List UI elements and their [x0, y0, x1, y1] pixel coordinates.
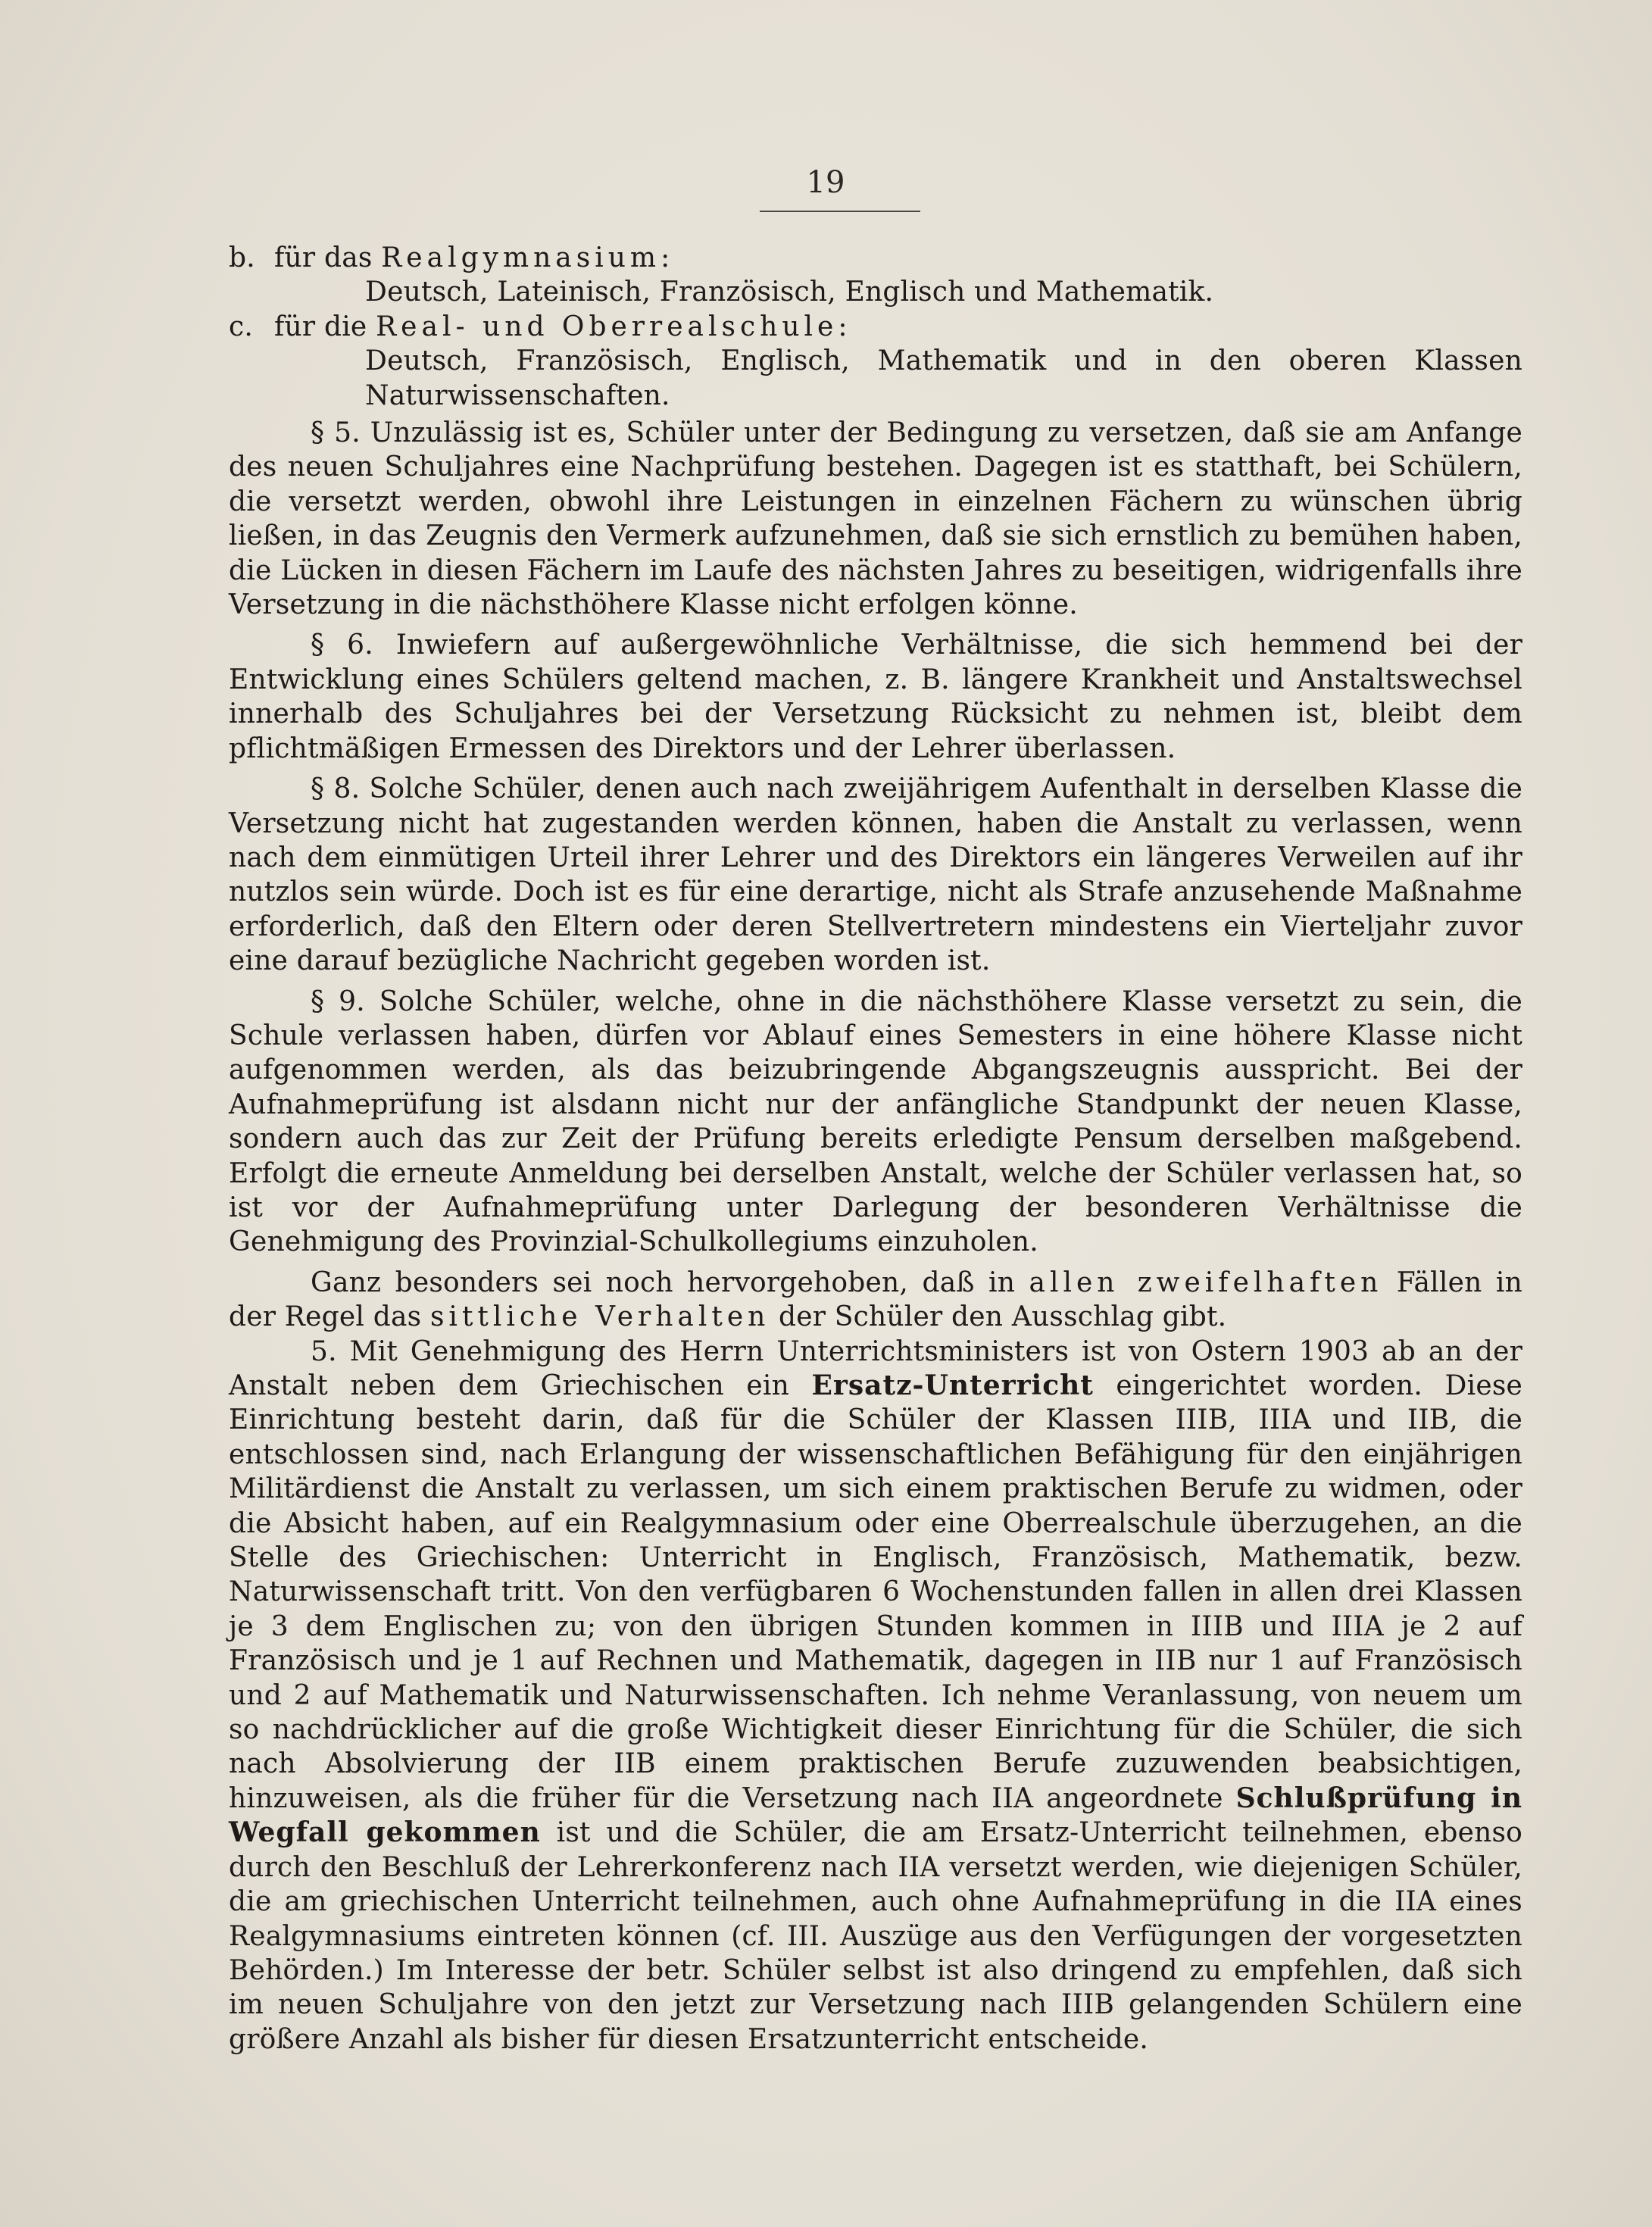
emphasis-text-pre: Ganz besonders sei noch hervorgehoben, daß in	[311, 1267, 1029, 1298]
spacer	[229, 766, 1522, 772]
list-label-b-spaced: Realgymnasium:	[381, 242, 675, 273]
list-marker-b: b.	[229, 242, 255, 273]
page-number: 19	[806, 165, 845, 200]
item-5-text-a: 5. Mit Genehmigung des Herrn Unterrichtsministers ist von Ostern 1903 ab an der Anstalt neben dem Griechischen ein	[229, 1335, 1522, 1401]
paragraph-section-5: § 5. Unzulässig ist es, Schüler unter der Bedingung zu versetzen, daß sie am Anfange des neuen Schuljahres eine Nachprüfung bestehen. Dagegen ist es statthaft, bei Schülern, die versetzt werden, obwohl ihre Leistungen in einzelnen Fächern zu wünschen übrig ließen, in das Zeugnis den Vermerk aufzunehmen, daß sie sich ernstlich zu bemühen haben, die Lücken in diesen Fächern im Laufe des nächsten Jahres zu beseitigen, widrigenfalls ihre Versetzung in die nächsthöhere Klasse nicht erfolgen könne.	[229, 417, 1522, 621]
list-label-b	[274, 241, 1522, 275]
paragraph-section-6: § 6. Inwiefern auf außergewöhnliche Verhältnisse, die sich hemmend bei der Entwicklung eines Schülers geltend machen, z. B. längere Krankheit und Anstaltswechsel innerhalb des Schuljahres bei der Versetzung Rücksicht zu nehmen ist, bleibt dem pflichtmäßigen Ermessen des Direktors und der Lehrer überlassen.	[229, 629, 1522, 764]
list-label-c-prefix: für die	[274, 311, 376, 342]
item-5-text-b: eingerichtet worden. Diese Einrichtung besteht darin, daß für die Schüler der Klassen IIIB, IIIA und IIB, die entschlossen sind, nach Erlangung der wissenschaftlichen Befähigung für den einjährigen Militärdienst die Anstalt zu verlassen, um sich einem praktischen Berufe zu widmen, oder die Absicht haben, auf ein Realgymnasium oder eine Oberrealschule überzugehen, an die Stelle des Griechischen: Unterricht in Englisch, Französisch, Mathematik, bezw. Naturwissenschaft tritt. Von den verfügbaren 6 Wochenstunden fallen in allen drei Klassen je 3 dem Englischen zu; von den übrigen Stunden kommen in IIIB und IIIA je 2 auf Französisch und je 1 auf Rechnen und Mathematik, dagegen in IIB nur 1 auf Französisch und 2 auf Mathematik und Naturwissenschaften. Ich nehme Veranlassung, von neuem um so nachdrücklicher auf die große Wichtigkeit dieser Einrichtung für die Schüler, die sich nach Absolvierung der IIB einem praktischen Berufe zuzuwenden beabsichtigen, hinzuweisen, als die früher für die Versetzung nach IIA angeordnete	[229, 1370, 1522, 1814]
paragraph-item-5	[229, 1335, 1522, 2057]
list-label-c	[274, 310, 1522, 344]
item-5-bold-ersatz: Ersatz-Unterricht	[811, 1370, 1094, 1401]
spacer	[229, 979, 1522, 985]
list-item-b	[229, 241, 1522, 275]
page-body	[229, 241, 1522, 2057]
subjects-oberrealschule: Deutsch, Französisch, Englisch, Mathematik und in den oberen Klassen Naturwissenschaften.	[365, 345, 1522, 411]
emphasis-text-post: der Schüler den Ausschlag gibt.	[770, 1301, 1227, 1333]
list-item-c	[229, 310, 1522, 344]
paragraph-section-9: § 9. Solche Schüler, welche, ohne in die nächsthöhere Klasse versetzt zu sein, die Schule verlassen haben, dürfen vor Ablauf eines Semesters in eine höhere Klasse nicht aufgenommen werden, als das beizubringende Abgangszeugnis ausspricht. Bei der Aufnahmeprüfung ist alsdann nicht nur der anfängliche Standpunkt der neuen Klasse, sondern auch das zur Zeit der Prüfung bereits erledigte Pensum derselben maßgebend. Erfolgt die erneute Anmeldung bei derselben Anstalt, welche der Schüler verlassen hat, so ist vor der Aufnahmeprüfung unter Darlegung der besonderen Verhältnisse die Genehmigung des Provinzial-Schulkollegiums einzuholen.	[229, 985, 1522, 1258]
subjects-realgymnasium: Deutsch, Lateinisch, Französisch, Englisch und Mathematik.	[365, 276, 1214, 308]
emphasis-spaced-2: sittliche Verhalten	[429, 1301, 770, 1333]
emphasis-text-mid: Fällen in der Regel das	[229, 1267, 1522, 1333]
list-label-b-prefix: für das	[274, 242, 382, 273]
list-marker-c: c.	[229, 311, 254, 342]
emphasis-spaced-1: allen zweifelhaften	[1029, 1267, 1383, 1298]
paragraph-emphasis	[229, 1266, 1522, 1335]
header-divider	[760, 211, 920, 212]
paragraph-section-8: § 8. Solche Schüler, denen auch nach zweijährigem Aufenthalt in derselben Klasse die Versetzung nicht hat zugestanden werden können, haben die Anstalt zu verlassen, wenn nach dem einmütigen Urteil ihrer Lehrer und des Direktors ein längeres Verweilen auf ihr nutzlos sein würde. Doch ist es für eine derartige, nicht als Strafe anzusehende Maßnahme erforderlich, daß den Eltern oder deren Stellvertretern mindestens ein Vierteljahr zuvor eine darauf bezügliche Nachricht gegeben worden ist.	[229, 773, 1522, 977]
spacer	[229, 622, 1522, 628]
spacer	[229, 1260, 1522, 1266]
item-5-bold-schlusspruefung: Schlußprüfung in Wegfall gekommen	[229, 1782, 1522, 1849]
item-5-text-c: ist und die Schüler, die am Ersatz-Unterricht teilnehmen, ebenso durch den Beschluß der Lehrerkonferenz nach IIA versetzt werden, wie diejenigen Schüler, die am griechischen Unterricht teilnehmen, auch ohne Aufnahmeprüfung in die IIA eines Realgymnasiums eintreten können (cf. III. Auszüge aus den Verfügungen der vorgesetzten Behörden.) Im Interesse der betr. Schüler selbst ist also dringend zu empfehlen, daß sich im neuen Schuljahre von den jetzt zur Versetzung nach IIIB gelangenden Schülern eine größere Anzahl als bisher für diesen Ersatzunterricht entscheide.	[229, 1817, 1523, 2055]
list-label-c-spaced: Real- und Oberrealschule:	[376, 311, 852, 342]
